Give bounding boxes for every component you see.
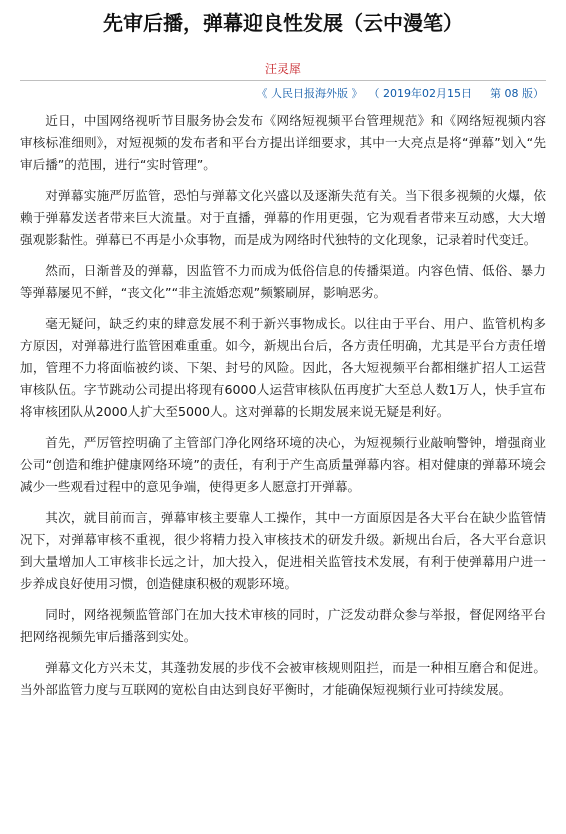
source-page[interactable]: 第 08 版） — [490, 87, 544, 100]
source-publication[interactable]: 《 人民日报海外版 》 — [256, 87, 363, 100]
paragraph: 其次，就目前而言，弹幕审核主要靠人工操作，其中一方面原因是各大平台在缺少监管情况下，对弹幕审核不重视，很少将精力投入审核技术的研发升级。新规出台后，各大平台意识到大量增加人工审核非长远之计，加大投入，促进相关监管技术发展，有利于使弹幕用户进一步养成良好使用习惯，创造健康积极的观影环境。 — [20, 510, 546, 591]
author-row — [20, 58, 546, 76]
paragraph: 然而，日渐普及的弹幕，因监管不力而成为低俗信息的传播渠道。内容色情、低俗、暴力等弹幕屡见不鲜，“丧文化”“非主流婚恋观”频繁刷屏，影响恶劣。 — [20, 263, 546, 300]
paragraph: 弹幕文化方兴未艾，其蓬勃发展的步伐不会被审核规则阻拦，而是一种相互磨合和促进。当外部监管力度与互联网的宽松自由达到良好平衡时，才能确保短视频行业可持续发展。 — [20, 660, 546, 697]
paragraph: 首先，严厉管控明确了主管部门净化网络环境的决心，为短视频行业敲响警钟，增强商业公司“创造和维护健康网络环境”的责任，有利于产生高质量弹幕内容。相对健康的弹幕环境会减少一些观看过程中的意见争端，使得更多人愿意打开弹幕。 — [20, 435, 546, 494]
article-title: 先审后播，弹幕迎良性发展（云中漫笔） — [103, 11, 463, 35]
source-date: （ 2019年02月15日 — [368, 87, 472, 100]
paragraph: 同时，网络视频监管部门在加大技术审核的同时，广泛发动群众参与举报，督促网络平台把网络视频先审后播落到实处。 — [20, 607, 546, 644]
header-divider — [20, 80, 546, 81]
article-body — [20, 110, 546, 701]
paragraph: 近日，中国网络视听节目服务协会发布《网络短视频平台管理规范》和《网络短视频内容审核标准细则》，对短视频的发布者和平台方提出详细要求，其中一大亮点是将“弹幕”划入“先审后播”的范围，进行“实时管理”。 — [20, 113, 546, 172]
author-name[interactable]: 汪灵犀 — [264, 62, 301, 76]
paragraph: 毫无疑问，缺乏约束的肆意发展不利于新兴事物成长。以往由于平台、用户、监管机构多方原因，对弹幕进行监管困难重重。如今，新规出台后，各方责任明确，尤其是平台方责任增加，管理不力将面临被约谈、下架、封号的风险。因此，各大短视频平台都相继扩招人工运营审核队伍。字节跳动公司提出将现有6000人运营审核队伍再度扩大至总人数1万人，快手宣布将审核团队从2000人扩大至5000人。这对弹幕的长期发展来说无疑是利好。 — [20, 316, 546, 419]
paragraph: 对弹幕实施严厉监管，恐怕与弹幕文化兴盛以及逐渐失范有关。当下很多视频的火爆，依赖于弹幕发送者带来巨大流量。对于直播，弹幕的作用更强，它为观看者带来互动感，大大增强观影黏性。弹幕已不再是小众事物，而是成为网络时代独特的文化现象，记录着时代变迁。 — [20, 188, 546, 247]
source-line — [20, 86, 546, 102]
